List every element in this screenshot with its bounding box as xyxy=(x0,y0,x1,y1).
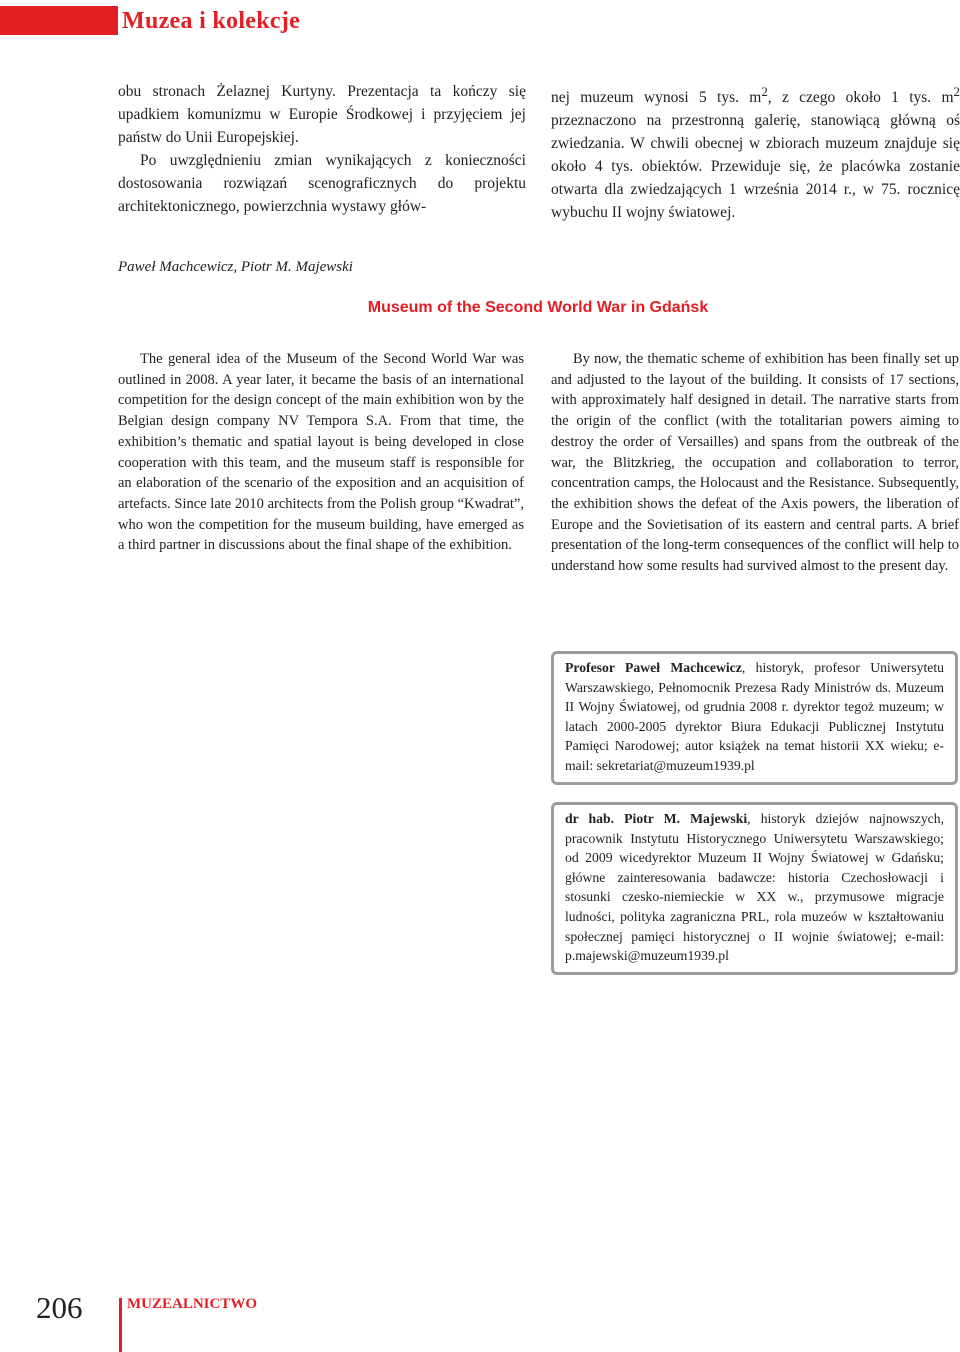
polish-text-right-column xyxy=(551,80,960,224)
bio-description: , historyk dziejów najnowszych, pracownik Instytutu Historycznego Uniwersytetu Warszawskiego; od 2009 wicedyrektor Muzeum II Wojny Światowej w Gdańsku; główne zainteresowania badawcze: historia Czechosłowacji i stosunki czesko-niemieckie w XX w., przymusowe migracje ludności, polityka zagraniczna PRL, rola muzeów w kształtowaniu społecznej pamięci historycznej o II wojnie światowej; e-mail: p.majewski@muzeum1939.pl xyxy=(565,811,945,964)
section-title: Muzea i kolekcje xyxy=(122,8,301,34)
bio-author-name: Profesor Paweł Machcewicz xyxy=(565,660,742,675)
superscript-2: 2 xyxy=(953,84,960,99)
polish-paragraph-1: obu stronach Żelaznej Kurtyny. Prezentacja ta kończy się upadkiem komunizmu w Europie Środkowej i przyjęciem jej państw do Unii Europejskiej. xyxy=(118,83,526,146)
english-paragraph-1: The general idea of the Museum of the Second World War was outlined in 2008. A year later, it became the basis of an international competition for the design concept of the main exhibition won by the Belgian design company NV Tempora S.A. From that time, the exhibition’s thematic and spatial layout is being developed in close cooperation with this team, and the museum staff is responsible for an elaboration of the scenario of the exposition and an acquisition of artefacts. Since late 2010 architects from the Polish group “Kwadrat”, who won the competition for the museum building, have emerged as a third partner in discussions about the final shape of the exhibition. xyxy=(118,351,524,554)
author-bio-majewski xyxy=(551,802,958,975)
author-bio-machcewicz xyxy=(551,651,958,785)
footer-red-bar xyxy=(119,1298,122,1352)
bio-text xyxy=(565,809,944,966)
article-authors: Paweł Machcewicz, Piotr M. Majewski xyxy=(118,259,353,275)
article-title: Museum of the Second World War in Gdańsk xyxy=(367,299,709,316)
bio-author-name: dr hab. Piotr M. Majewski xyxy=(565,811,748,826)
polish-text-part-1: nej muzeum wynosi 5 tys. m xyxy=(551,89,762,107)
journal-name: MUZEALNICTWO xyxy=(127,1296,258,1312)
polish-text-left-column xyxy=(118,80,526,218)
polish-paragraph-3 xyxy=(551,80,960,224)
english-text-left-column xyxy=(118,349,524,556)
bio-description: , historyk, profesor Uniwersytetu Warszawskiego, Pełnomocnik Prezesa Rady Ministrów ds. Muzeum II Wojny Światowej, od grudnia 2008 r. dyrektor tegoż muzeum; w latach 2000-2005 dyrektor Biura Edukacji Publicznej Instytutu Pamięci Narodowej; autor książek na temat historii XX wieku; e-mail: sekretariat@muzeum1939.pl xyxy=(565,660,945,773)
superscript-2: 2 xyxy=(761,84,768,99)
page-number: 206 xyxy=(36,1290,83,1325)
polish-text-part-3: przeznaczono na przestronną galerię, stanowiącą główną oś zwiedzania. W chwili obecnej w zbiorach muzeum znajduje się około 4 tys. obiektów. Przewiduje się, że placówka zostanie otwarta dla zwiedzających 1 września 2014 r., w 75. rocznicę wybuchu II wojny światowej. xyxy=(551,112,960,222)
english-text-right-column xyxy=(551,349,959,577)
header-red-bar xyxy=(0,6,118,35)
polish-text-part-2: , z czego około 1 tys. m xyxy=(767,89,954,107)
english-paragraph-2: By now, the thematic scheme of exhibition has been finally set up and adjusted to the layout of the building. It consists of 17 sections, with approximately half designed in detail. The narrative starts from the origin of the conflict (with the totalitarian powers aiming to destroy the order of Versailles) and spans from the outbreak of the war, the Blitzkrieg, the occupation and collaboration to terror, concentration camps, the Holocaust and the Resistance. Subsequently, the exhibition shows the defeat of the Axis powers, the liberation of Europe and the Sovietisation of its eastern and central parts. A brief presentation of the long-term consequences of the conflict will help to understand how some results had survived almost to the present day. xyxy=(551,351,959,575)
bio-text xyxy=(565,658,944,776)
polish-paragraph-2: Po uwzględnieniu zmian wynikających z konieczności dostosowania rozwiązań scenograficznych do projektu architektonicznego, powierzchnia wystawy głów- xyxy=(118,152,526,215)
